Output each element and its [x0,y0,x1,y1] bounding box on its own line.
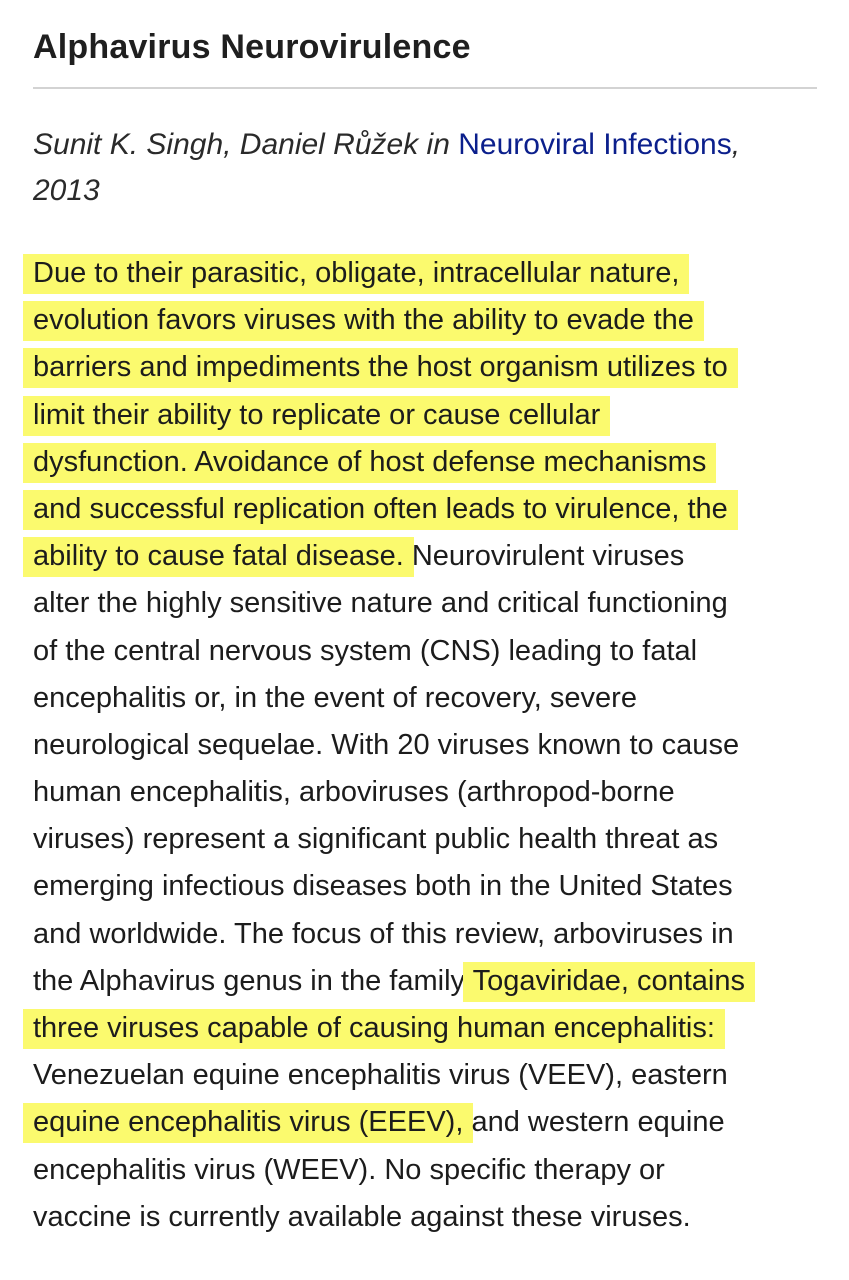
text-segment: neurological sequelae. With 20 viruses known to cause [33,728,740,761]
text-segment: and western equine [463,1106,725,1139]
text-line [33,628,823,675]
highlighted-text: barriers and impediments the host organism utilizes to [33,348,728,388]
text-segment: Neurovirulent viruses [403,540,685,573]
title-divider [33,87,817,89]
text-line [33,1194,823,1241]
text-segment: vaccine is currently available against these viruses. [33,1200,691,1233]
highlighted-text: Togaviridae, contains [473,962,745,1002]
text-segment: encephalitis virus (WEEV). No specific therapy or [33,1153,665,1186]
source-link[interactable]: Neuroviral Infections [458,128,732,161]
text-line [33,392,823,439]
text-line [33,486,823,533]
text-line [33,863,823,910]
citation [33,122,823,214]
abstract-paragraph [33,250,823,1241]
highlighted-text: and successful replication often leads to virulence, the [33,490,728,530]
highlighted-text: dysfunction. Avoidance of host defense mechanisms [33,443,706,483]
text-line [33,533,823,580]
text-segment: and worldwide. The focus of this review, arboviruses in [33,917,734,950]
text-line [33,1147,823,1194]
text-segment: of the central nervous system (CNS) leading to fatal [33,634,698,667]
article-title: Alphavirus Neurovirulence [33,28,471,66]
text-line [33,911,823,958]
text-segment: the Alphavirus genus in the family [33,964,473,997]
text-line [33,1052,823,1099]
text-line [33,250,823,297]
text-segment: viruses) represent a significant public health threat as [33,823,719,856]
text-segment: encephalitis or, in the event of recovery, severe [33,681,637,714]
text-line [33,1005,823,1052]
text-line [33,297,823,344]
highlighted-text: ability to cause fatal disease. [33,537,404,577]
highlighted-text: limit their ability to replicate or cause cellular [33,396,600,436]
citation-authors: Sunit K. Singh, Daniel Růžek in [33,128,459,161]
highlighted-text: equine encephalitis virus (EEEV), [33,1103,463,1143]
text-segment: alter the highly sensitive nature and critical functioning [33,587,728,620]
text-segment: emerging infectious diseases both in the United States [33,870,733,903]
text-line [33,439,823,486]
text-line [33,675,823,722]
highlighted-text: three viruses capable of causing human encephalitis: [33,1009,715,1049]
text-line [33,816,823,863]
text-line [33,344,823,391]
text-line [33,958,823,1005]
highlighted-text: Due to their parasitic, obligate, intracellular nature, [33,254,679,294]
citation-source-suffix: , [731,128,741,161]
text-segment: human encephalitis, arboviruses (arthropod-borne [33,776,675,809]
text-segment: Venezuelan equine encephalitis virus (VEEV), eastern [33,1059,728,1092]
text-line [33,580,823,627]
text-line [33,769,823,816]
text-line [33,1099,823,1146]
highlighted-text: evolution favors viruses with the ability to evade the [33,301,694,341]
text-line [33,722,823,769]
citation-year: 2013 [33,174,100,207]
